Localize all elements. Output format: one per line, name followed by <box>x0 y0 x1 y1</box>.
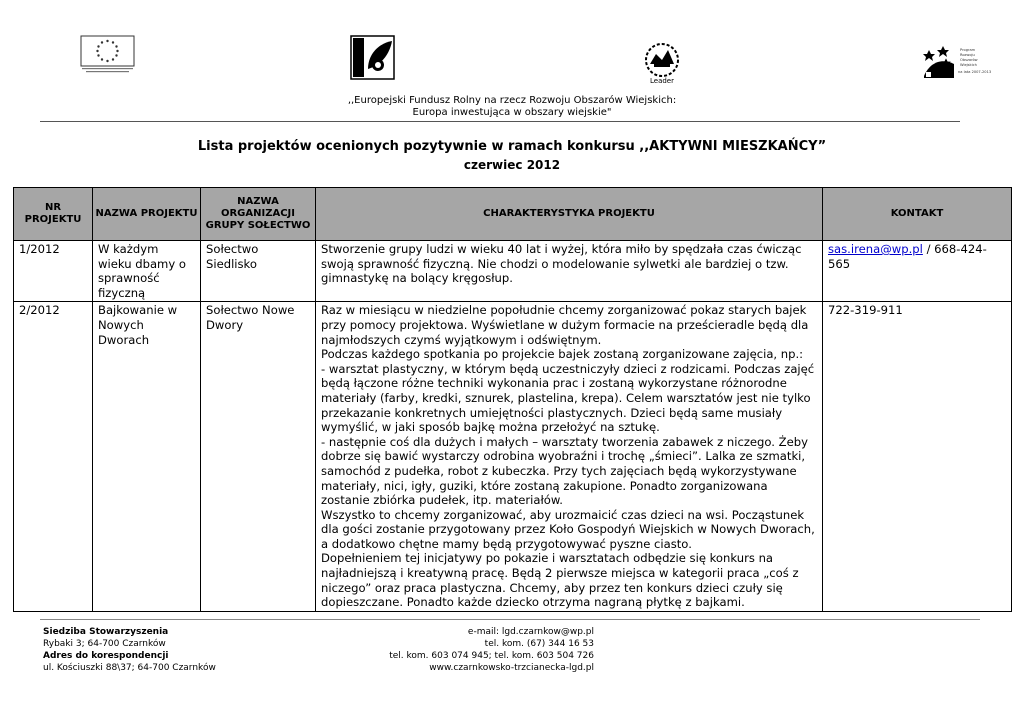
page-subtitle: czerwiec 2012 <box>463 158 561 172</box>
program-header-line1: ,,Europejski Fundusz Rolny na rzecz Rozwoju Obszarów Wiejskich: <box>347 95 677 106</box>
cell-organizacja: Sołectwo Siedlisko <box>201 241 316 302</box>
svg-text:Wiejskich: Wiejskich <box>960 63 977 67</box>
opis-paragraph: - warsztat plastyczny, w którym będą uczestniczyły dzieci z rodzicami. Podczas zajęć będą łączone różne techniki wykonania prac i zostaną wykorzystane różnorodne materiały (farby, kredki, sznurek, plastelina, krepa). Celem warsztatów jest nie tylko przekazanie konkretnych umiejętności plastycznych. Dzieci będą same musiały wymyślić, w jaki sposób bajkę można przełożyć na sztukę. <box>321 361 815 435</box>
lgd-leader-logo <box>640 40 685 85</box>
svg-text:Rozwoju: Rozwoju <box>960 53 975 57</box>
opis-paragraph: Podczas każdego spotkania po projekcie bajek zostaną zorganizowane zajęcia, np.: <box>321 347 804 362</box>
contact-phone: 722-319-911 <box>828 303 903 318</box>
cell-kontakt <box>823 302 1012 611</box>
cell-organizacja: Sołectwo Nowe Dwory <box>201 302 316 611</box>
footer-siedziba-addr: Rybaki 3; 64-700 Czarnków <box>43 639 166 649</box>
leader-logo <box>350 35 395 80</box>
opis-paragraph: Raz w miesiącu w niedzielne popołudnie chcemy zorganizować pokaz starych bajek przy pomocy projektowa. Wyświetlane w dużym formacie na prześcieradle będą dla najmłodszych czymś wyjątkowym i odświętnym. <box>321 303 809 347</box>
footer-tel: tel. kom. (67) 344 16 53 <box>484 639 594 649</box>
footer-www[interactable]: www.czarnkowsko-trzcianecka-lgd.pl <box>429 663 594 673</box>
program-header <box>0 95 1024 119</box>
footer-divider <box>40 619 980 620</box>
prow-logo <box>920 42 992 82</box>
table-header-row <box>14 188 1012 241</box>
opis-paragraph: Stworzenie grupy ludzi w wieku 40 lat i wyżej, która miło by spędzała czas ćwicząc swoją sprawność fizyczną. Nie chodzi o modelowanie sylwetki ale bardziej o tzw. gimnastykę na bolący kręgosłup. <box>321 242 802 286</box>
header-nazwa: NAZWA PROJEKTU <box>93 188 201 241</box>
footer-tel-kom: tel. kom. 603 074 945; tel. kom. 603 504 726 <box>389 651 594 661</box>
svg-text:na lata 2007-2013: na lata 2007-2013 <box>958 70 992 74</box>
header-organizacja: NAZWA ORGANIZACJI GRUPY SOŁECTWO <box>201 188 316 241</box>
header-nr: NR PROJEKTU <box>14 188 93 241</box>
header-kontakt: KONTAKT <box>823 188 1012 241</box>
header-charakterystyka: CHARAKTERYSTYKA PROJEKTU <box>316 188 823 241</box>
opis-paragraph: Wszystko to chcemy zorganizować, aby urozmaicić czas dzieci na wsi. Począstunek dla gości zostanie przygotowany przez Koło Gospodyń Wiejskich w Nowych Dworach, a dodatkowo chętne mamy będą przygotowywać pyszne ciasto. <box>321 507 815 551</box>
cell-opis <box>316 241 823 302</box>
svg-text:Obszarów: Obszarów <box>960 58 978 62</box>
cell-nazwa: Bajkowanie w Nowych Dworach <box>93 302 201 611</box>
cell-opis <box>316 302 823 611</box>
contact-phone: / 668-424-565 <box>828 242 987 271</box>
opis-paragraph: Dopełnieniem tej inicjatywy po pokazie i warsztatach odbędzie się konkurs na najładniejszą i kreatywną pracę. Będą 2 pierwsze miejsca w kategorii praca „coś z niczego” oraz praca plastyczna. Chcemy, aby przez ten konkurs dzieci czuły się dopieszczane. Ponadto każde dziecko otrzyma nagraną płytkę z bajkami. <box>321 551 799 610</box>
footer-siedziba-label: Siedziba Stowarzyszenia <box>43 627 169 637</box>
cell-nr: 1/2012 <box>14 241 93 302</box>
projects-table <box>13 187 1012 612</box>
cell-kontakt <box>823 241 1012 302</box>
cell-nazwa: W każdym wieku dbamy o sprawność fizyczną <box>93 241 201 302</box>
footer-email[interactable]: e-mail: lgd.czarnkow@wp.pl <box>467 627 594 637</box>
lgd-logo-text: Leader <box>649 77 675 85</box>
header-divider <box>40 121 960 122</box>
eu-flag-logo <box>80 35 135 75</box>
footer-contact <box>384 626 594 674</box>
footer-address <box>43 626 216 674</box>
footer-adres-addr: ul. Kościuszki 88\37; 64-700 Czarnków <box>43 663 216 673</box>
opis-paragraph: - następnie coś dla dużych i małych – warsztaty tworzenia zabawek z niczego. Żeby dobrze się bawić wystarczy odrobina wyobraźni i trochę „śmieci”. Lalka ze szmatki, samochód z pudełka, robot z kubeczka. Przy tych zajęciach będą wykorzystywane materiały, nici, igły, guziki, które zostaną zakupione. Ponadto zorganizowana zostanie zbiórka pudełek, itp. materiałów. <box>321 434 808 508</box>
table-row <box>14 241 1012 302</box>
program-header-line2: Europa inwestująca w obszary wiejskie" <box>412 107 612 118</box>
logo-bar <box>0 30 1024 85</box>
cell-nr: 2/2012 <box>14 302 93 611</box>
footer-adres-label: Adres do korespondencji <box>43 651 169 661</box>
svg-text:Program: Program <box>960 48 976 52</box>
table-row <box>14 302 1012 611</box>
page-title: Lista projektów ocenionych pozytywnie w ramach konkursu ,,AKTYWNI MIESZKAŃCY” <box>197 139 827 154</box>
contact-email-link[interactable]: sas.irena@wp.pl <box>828 242 923 256</box>
